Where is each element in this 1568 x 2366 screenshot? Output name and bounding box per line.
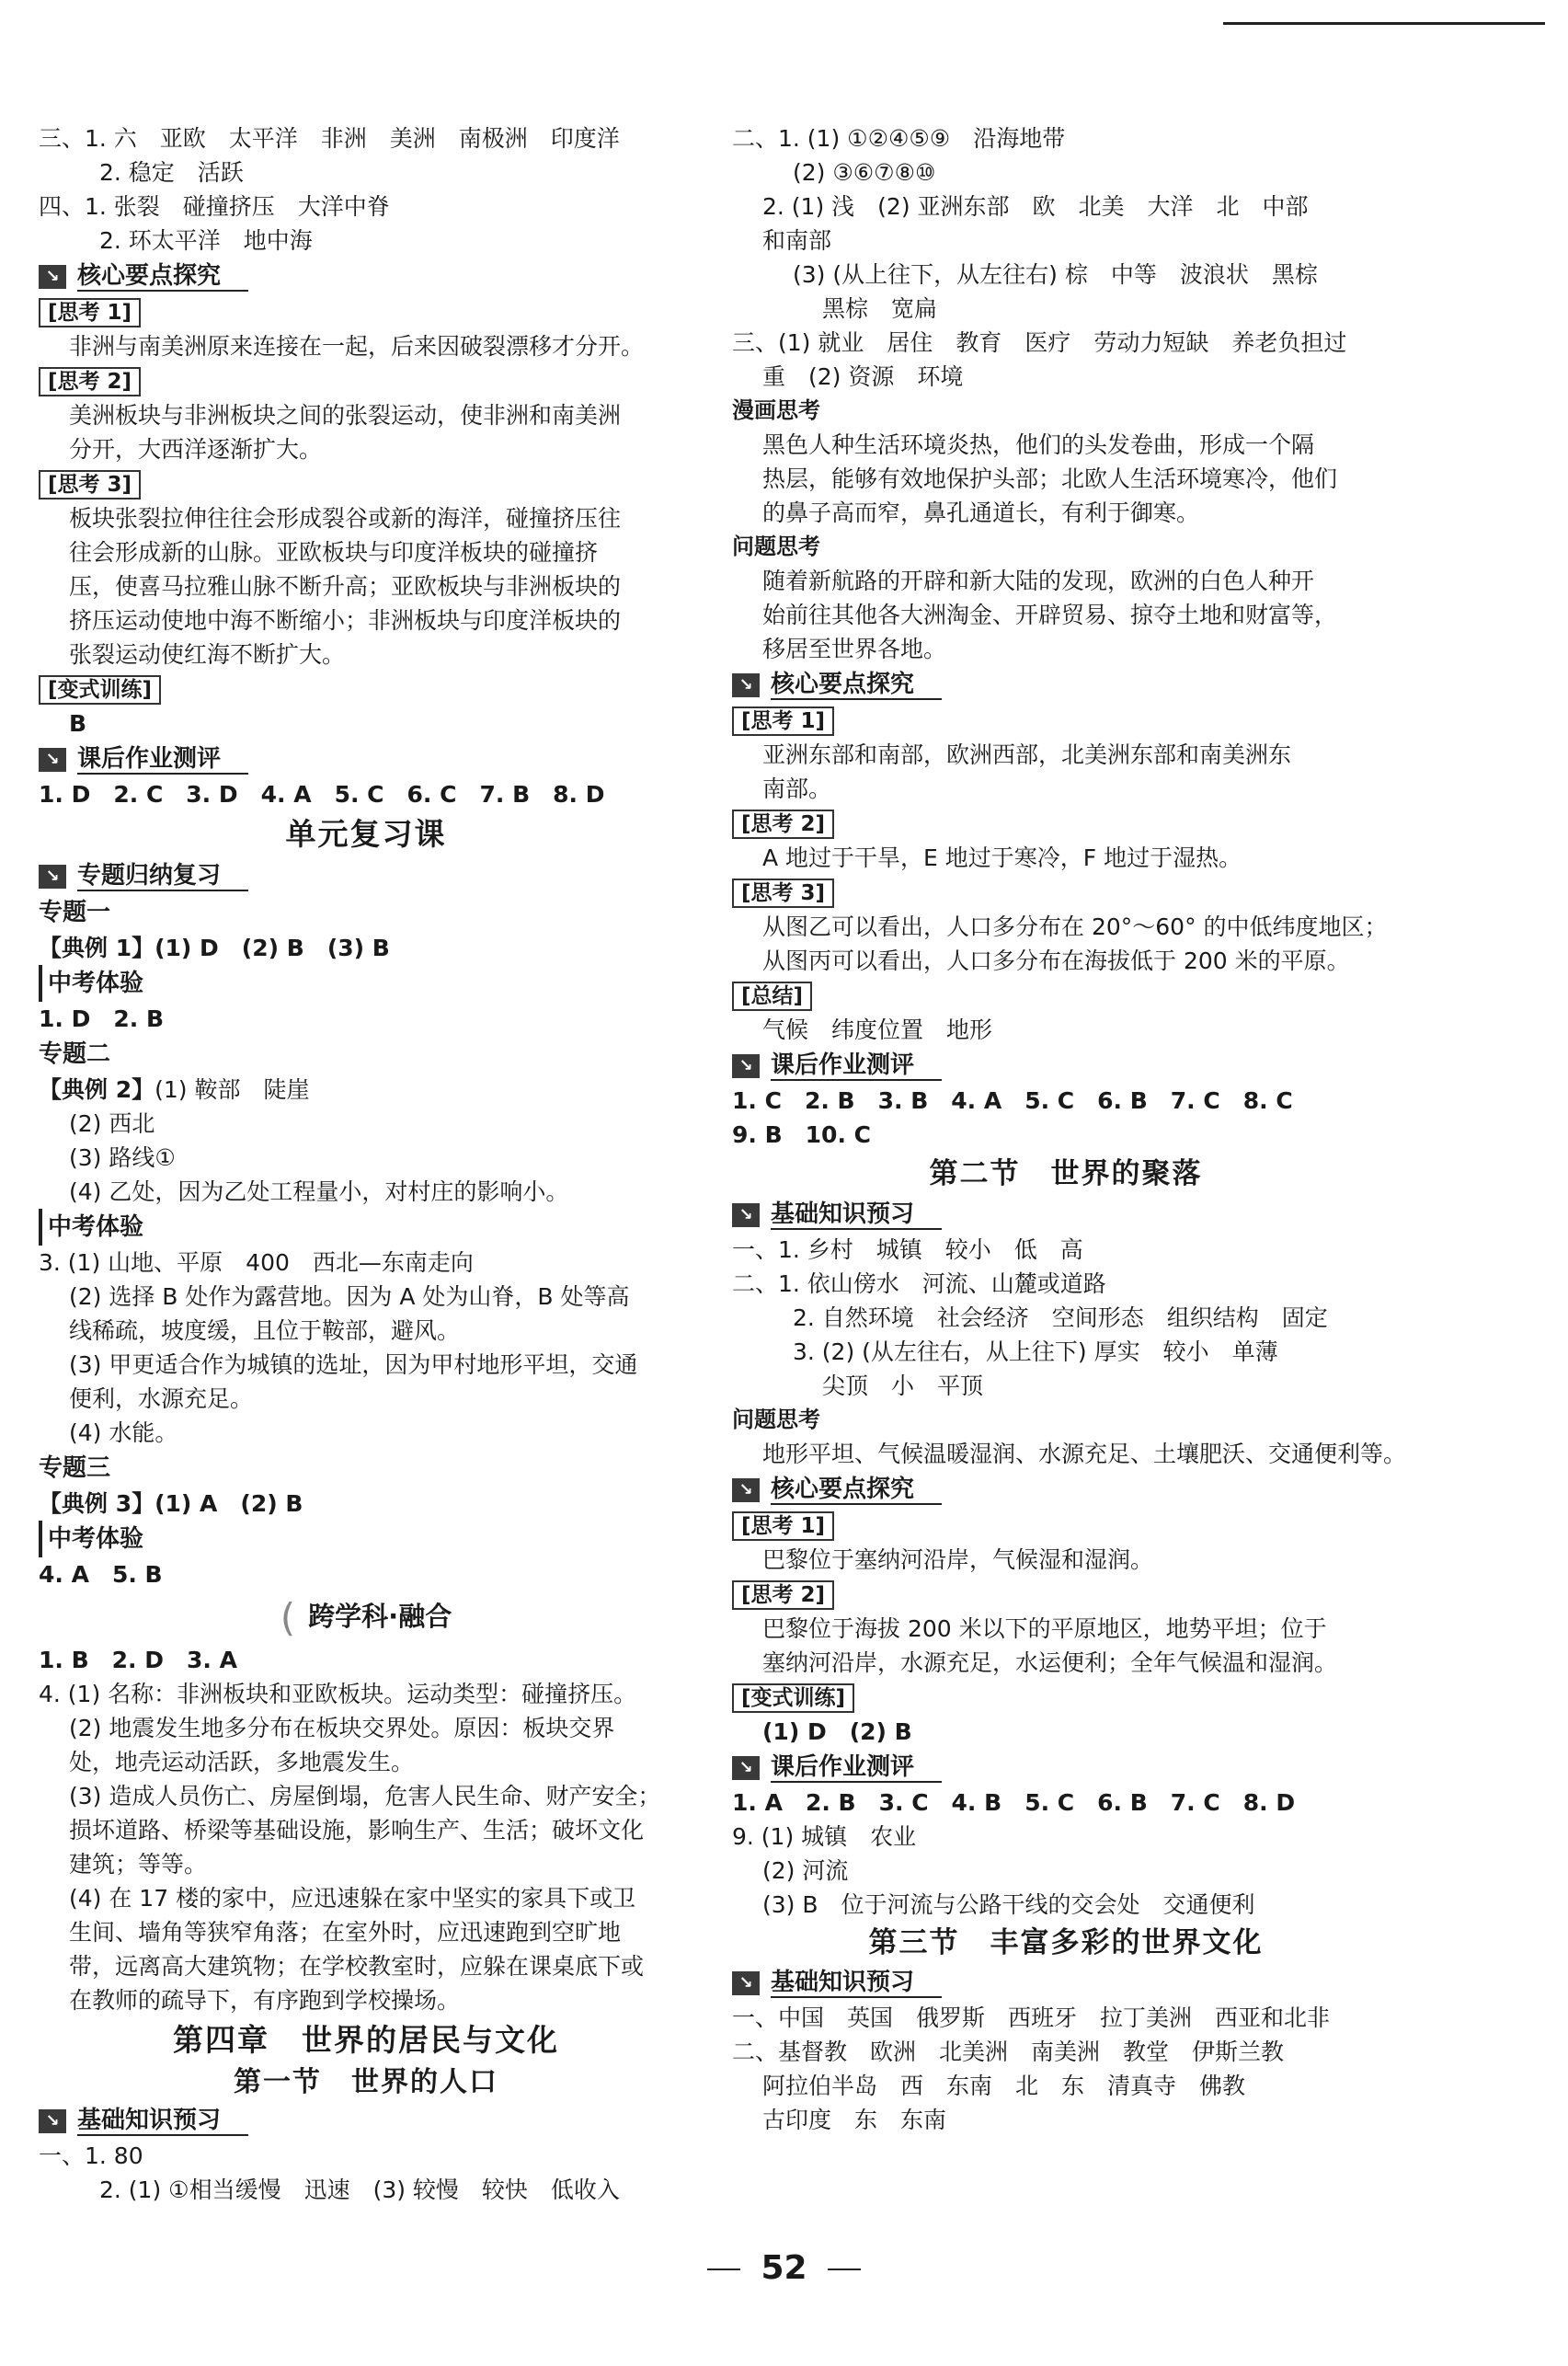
arrow-icon: ↘ [39, 2109, 66, 2133]
answer-line: (1) D (2) B [762, 1718, 912, 1745]
answer-line: 2. 稳定 活跃 [99, 159, 244, 186]
answer-line: 建筑；等等。 [69, 1851, 208, 1878]
exam-heading: 中考体验 [39, 965, 693, 1002]
answer-line: 四、1. 张裂 碰撞挤压 大洋中脊 [39, 193, 390, 220]
answer-text: (1) D (2) B (3) B [155, 935, 390, 961]
topic-heading: 专题一 [39, 899, 111, 926]
answer-line: 气候 纬度位置 地形 [762, 1016, 993, 1043]
answer-line: 黑棕 宽扁 [822, 295, 938, 322]
answer-line: 3. (2) (从左往右，从上往下) 厚实 较小 单薄 [793, 1338, 1278, 1365]
think-tag: [思考 1] [732, 706, 834, 736]
answer-line: 4. (1) 名称：非洲板块和亚欧板块。运动类型：碰撞挤压。 [39, 1681, 637, 1707]
section-header-basic: ↘ 基础知识预习 [732, 1196, 1400, 1233]
answer-line: (2) 西北 [69, 1110, 155, 1137]
answer-line: 处，地壳运动活跃，多地震发生。 [69, 1749, 415, 1775]
answer-line: 尖顶 小 平顶 [822, 1373, 984, 1399]
answer-line: 三、(1) 就业 居住 教育 医疗 劳动力短缺 养老负担过 [732, 329, 1347, 356]
answer-line: 2. (1) ①相当缓慢 迅速 (3) 较慢 较快 低收入 [99, 2176, 620, 2203]
answer-line: 分开，大西洋逐渐扩大。 [69, 436, 323, 463]
answer-line: 1. B 2. D 3. A [39, 1647, 237, 1673]
arrow-icon: ↘ [732, 1756, 760, 1780]
answer-line: 1. C 2. B 3. B 4. A 5. C 6. B 7. C 8. C [732, 1087, 1293, 1114]
answer-line: 随着新航路的开辟和新大陆的发现，欧洲的白色人种开 [762, 568, 1315, 594]
section-title: 第二节 世界的聚落 [929, 1157, 1203, 1190]
answer-line: 损坏道路、桥梁等基础设施，影响生产、生活；破坏文化 [69, 1817, 645, 1843]
answer-line: 9. B 10. C [732, 1121, 871, 1148]
answer-line: 美洲板块与非洲板块之间的张裂运动，使非洲和南美洲 [69, 402, 622, 429]
answer-line: 巴黎位于塞纳河沿岸，气候湿和湿润。 [762, 1546, 1154, 1573]
think-tag: [思考 2] [732, 810, 834, 839]
think-tag: [思考 3] [732, 879, 834, 908]
answer-line: 1. D 2. C 3. D 4. A 5. C 6. C 7. B 8. D [39, 781, 605, 808]
answer-line: (2) 选择 B 处作为露营地。因为 A 处为山脊，B 处等高 [69, 1283, 630, 1310]
section-header-homework: ↘ 课后作业测评 [732, 1749, 1400, 1786]
example-label: 【典例 3】 [39, 1490, 155, 1517]
answer-line: 1. A 2. B 3. C 4. B 5. C 6. B 7. C 8. D [732, 1789, 1296, 1816]
answer-line: 3. (1) 山地、平原 400 西北—东南走向 [39, 1249, 474, 1276]
example-label: 【典例 2】 [39, 1076, 155, 1103]
answer-line: (3) 甲更适合作为城镇的选址，因为甲村地形平坦，交通 [69, 1351, 638, 1378]
answer-line: (3) (从上往下，从左往右) 棕 中等 波浪状 黑棕 [793, 261, 1318, 288]
answer-line: 的鼻子高而窄，鼻孔通道长，有利于御寒。 [762, 500, 1200, 526]
answer-line: 一、1. 80 [39, 2142, 143, 2169]
answer-line: (3) B 位于河流与公路干线的交会处 交通便利 [762, 1891, 1255, 1918]
answer-line: 一、中国 英国 俄罗斯 西班牙 拉丁美洲 西亚和北非 [732, 2004, 1331, 2031]
answer-line: 黑色人种生活环境炎热，他们的头发卷曲，形成一个隔 [762, 431, 1315, 458]
answer-line: 2. (1) 浅 (2) 亚洲东部 欧 北美 大洋 北 中部 [762, 193, 1309, 220]
arrow-icon: ↘ [732, 673, 760, 697]
unit-review-title: 单元复习课 [285, 816, 447, 852]
answer-line: 从图乙可以看出，人口多分布在 20°～60° 的中低纬度地区； [762, 913, 1388, 940]
arrow-icon: ↘ [732, 1478, 760, 1502]
exam-heading: 中考体验 [39, 1521, 693, 1557]
arrow-icon: ↘ [732, 1203, 760, 1227]
section-header-homework: ↘ 课后作业测评 [732, 1047, 1400, 1084]
answer-line: 塞纳河沿岸，水源充足，水运便利；全年气候温和湿润。 [762, 1649, 1338, 1676]
answer-line: 阿拉伯半岛 西 东南 北 东 清真寺 佛教 [762, 2073, 1246, 2099]
question-heading: 问题思考 [732, 534, 820, 559]
answer-line: 巴黎位于海拔 200 米以下的平原地区，地势平坦；位于 [762, 1615, 1327, 1642]
arrow-icon: ↘ [39, 865, 66, 889]
answer-line: (2) 地震发生地多分布在板块交界处。原因：板块交界 [69, 1715, 615, 1741]
answer-line: 重 (2) 资源 环境 [762, 363, 964, 390]
page-number: 52 [0, 2249, 1568, 2287]
arc-icon: ( [280, 1595, 296, 1640]
answer-line: 压，使喜马拉雅山脉不断升高；亚欧板块与非洲板块的 [69, 573, 622, 600]
answer-line: 从图丙可以看出，人口多分布在海拔低于 200 米的平原。 [762, 948, 1350, 974]
question-heading: 问题思考 [732, 1407, 820, 1432]
answer-line: 地形平坦、气候温暖湿润、水源充足、土壤肥沃、交通便利等。 [762, 1441, 1407, 1467]
summary-tag: [总结] [732, 982, 812, 1011]
answer-line: 非洲与南美洲原来连接在一起，后来因破裂漂移才分开。 [69, 333, 645, 360]
answer-line: 二、1. (1) ①②④⑤⑨ 沿海地带 [732, 125, 1066, 152]
answer-line: 9. (1) 城镇 农业 [732, 1823, 917, 1850]
section-title: 第一节 世界的人口 [234, 2066, 498, 2098]
answer-line: 2. 环太平洋 地中海 [99, 227, 313, 254]
answer-line: 板块张裂拉伸往往会形成裂谷或新的海洋，碰撞挤压往 [69, 505, 622, 532]
topic-heading: 专题二 [39, 1040, 111, 1068]
top-rule [1223, 22, 1545, 25]
answer-line: B [69, 710, 87, 737]
think-tag: [思考 2] [732, 1580, 834, 1610]
variant-tag: [变式训练] [39, 675, 161, 705]
section-header-topic: ↘ 专题归纳复习 [39, 857, 693, 894]
answer-line: 南部。 [762, 775, 832, 802]
answer-line: 便利，水源充足。 [69, 1385, 254, 1412]
answer-line: A 地过于干旱，E 地过于寒冷，F 地过于湿热。 [762, 844, 1242, 871]
answer-line: 线稀疏，坡度缓，且位于鞍部，避风。 [69, 1317, 461, 1344]
variant-tag: [变式训练] [732, 1683, 854, 1713]
answer-line: 4. A 5. B [39, 1561, 163, 1588]
answer-line: 移居至世界各地。 [762, 636, 947, 662]
answer-line: (3) 路线① [69, 1144, 176, 1171]
right-column [732, 121, 1407, 2137]
think-tag: [思考 1] [732, 1511, 834, 1541]
answer-line: (2) 河流 [762, 1857, 849, 1884]
answer-line: 二、1. 依山傍水 河流、山麓或道路 [732, 1270, 1106, 1297]
think-tag: [思考 3] [39, 470, 141, 500]
answer-line: (4) 水能。 [69, 1419, 178, 1446]
answer-line: 生间、墙角等狭窄角落；在室外时，应迅速跑到空旷地 [69, 1919, 622, 1946]
think-tag: [思考 2] [39, 367, 141, 396]
section-header-core: ↘ 核心要点探究 [732, 666, 1400, 703]
answer-line: 一、1. 乡村 城镇 较小 低 高 [732, 1236, 1083, 1263]
chapter-title: 第四章 世界的居民与文化 [173, 2022, 559, 2058]
section-title: 第三节 丰富多彩的世界文化 [868, 1926, 1264, 1959]
section-header-basic: ↘ 基础知识预习 [39, 2102, 693, 2139]
section-header-core: ↘ 核心要点探究 [39, 258, 693, 294]
topic-heading: 专题三 [39, 1454, 111, 1482]
answer-line: 亚洲东部和南部，欧洲西部，北美洲东部和南美洲东 [762, 741, 1292, 768]
answer-text: (1) 鞍部 陡崖 [155, 1076, 310, 1103]
answer-line: 往会形成新的山脉。亚欧板块与印度洋板块的碰撞挤 [69, 539, 599, 566]
arrow-icon: ↘ [732, 1054, 760, 1078]
answer-line: (2) ③⑥⑦⑧⑩ [793, 159, 936, 186]
answer-line: 2. 自然环境 社会经济 空间形态 组织结构 固定 [793, 1304, 1328, 1331]
answer-line: 张裂运动使红海不断扩大。 [69, 641, 346, 668]
arrow-icon: ↘ [732, 1971, 760, 1995]
cross-discipline-title: ( 跨学科·融合 [39, 1591, 693, 1643]
answer-line: 在教师的疏导下，有序跑到学校操场。 [69, 1987, 461, 2014]
section-header-basic: ↘ 基础知识预习 [732, 1964, 1400, 2001]
think-tag: [思考 1] [39, 298, 141, 327]
answer-line: (4) 在 17 楼的家中，应迅速躲在家中坚实的家具下或卫 [69, 1885, 636, 1912]
answer-text: (1) A (2) B [155, 1490, 303, 1517]
arrow-icon: ↘ [39, 748, 66, 772]
answer-line: 热层，能够有效地保护头部；北欧人生活环境寒冷，他们 [762, 465, 1338, 492]
answer-line: 1. D 2. B [39, 1005, 164, 1032]
comic-heading: 漫画思考 [732, 397, 820, 423]
section-header-core: ↘ 核心要点探究 [732, 1471, 1400, 1508]
left-column [39, 121, 693, 2207]
answer-line: 古印度 东 东南 [762, 2107, 947, 2133]
answer-line: 带，远离高大建筑物；在学校教室时，应躲在课桌底下或 [69, 1953, 645, 1980]
answer-line: (4) 乙处，因为乙处工程量小，对村庄的影响小。 [69, 1178, 569, 1205]
answer-line: (3) 造成人员伤亡、房屋倒塌，危害人民生命、财产安全； [69, 1783, 661, 1809]
exam-heading: 中考体验 [39, 1209, 693, 1246]
answer-line: 二、基督教 欧洲 北美洲 南美洲 教堂 伊斯兰教 [732, 2039, 1285, 2065]
example-label: 【典例 1】 [39, 935, 155, 961]
answer-line: 挤压运动使地中海不断缩小；非洲板块与印度洋板块的 [69, 607, 622, 634]
arrow-icon: ↘ [39, 265, 66, 289]
section-header-homework: ↘ 课后作业测评 [39, 741, 693, 777]
answer-line: 始前往其他各大洲淘金、开辟贸易、掠夺土地和财富等， [762, 602, 1338, 628]
answer-line: 三、1. 六 亚欧 太平洋 非洲 美洲 南极洲 印度洋 [39, 125, 620, 152]
answer-line: 和南部 [762, 227, 832, 254]
